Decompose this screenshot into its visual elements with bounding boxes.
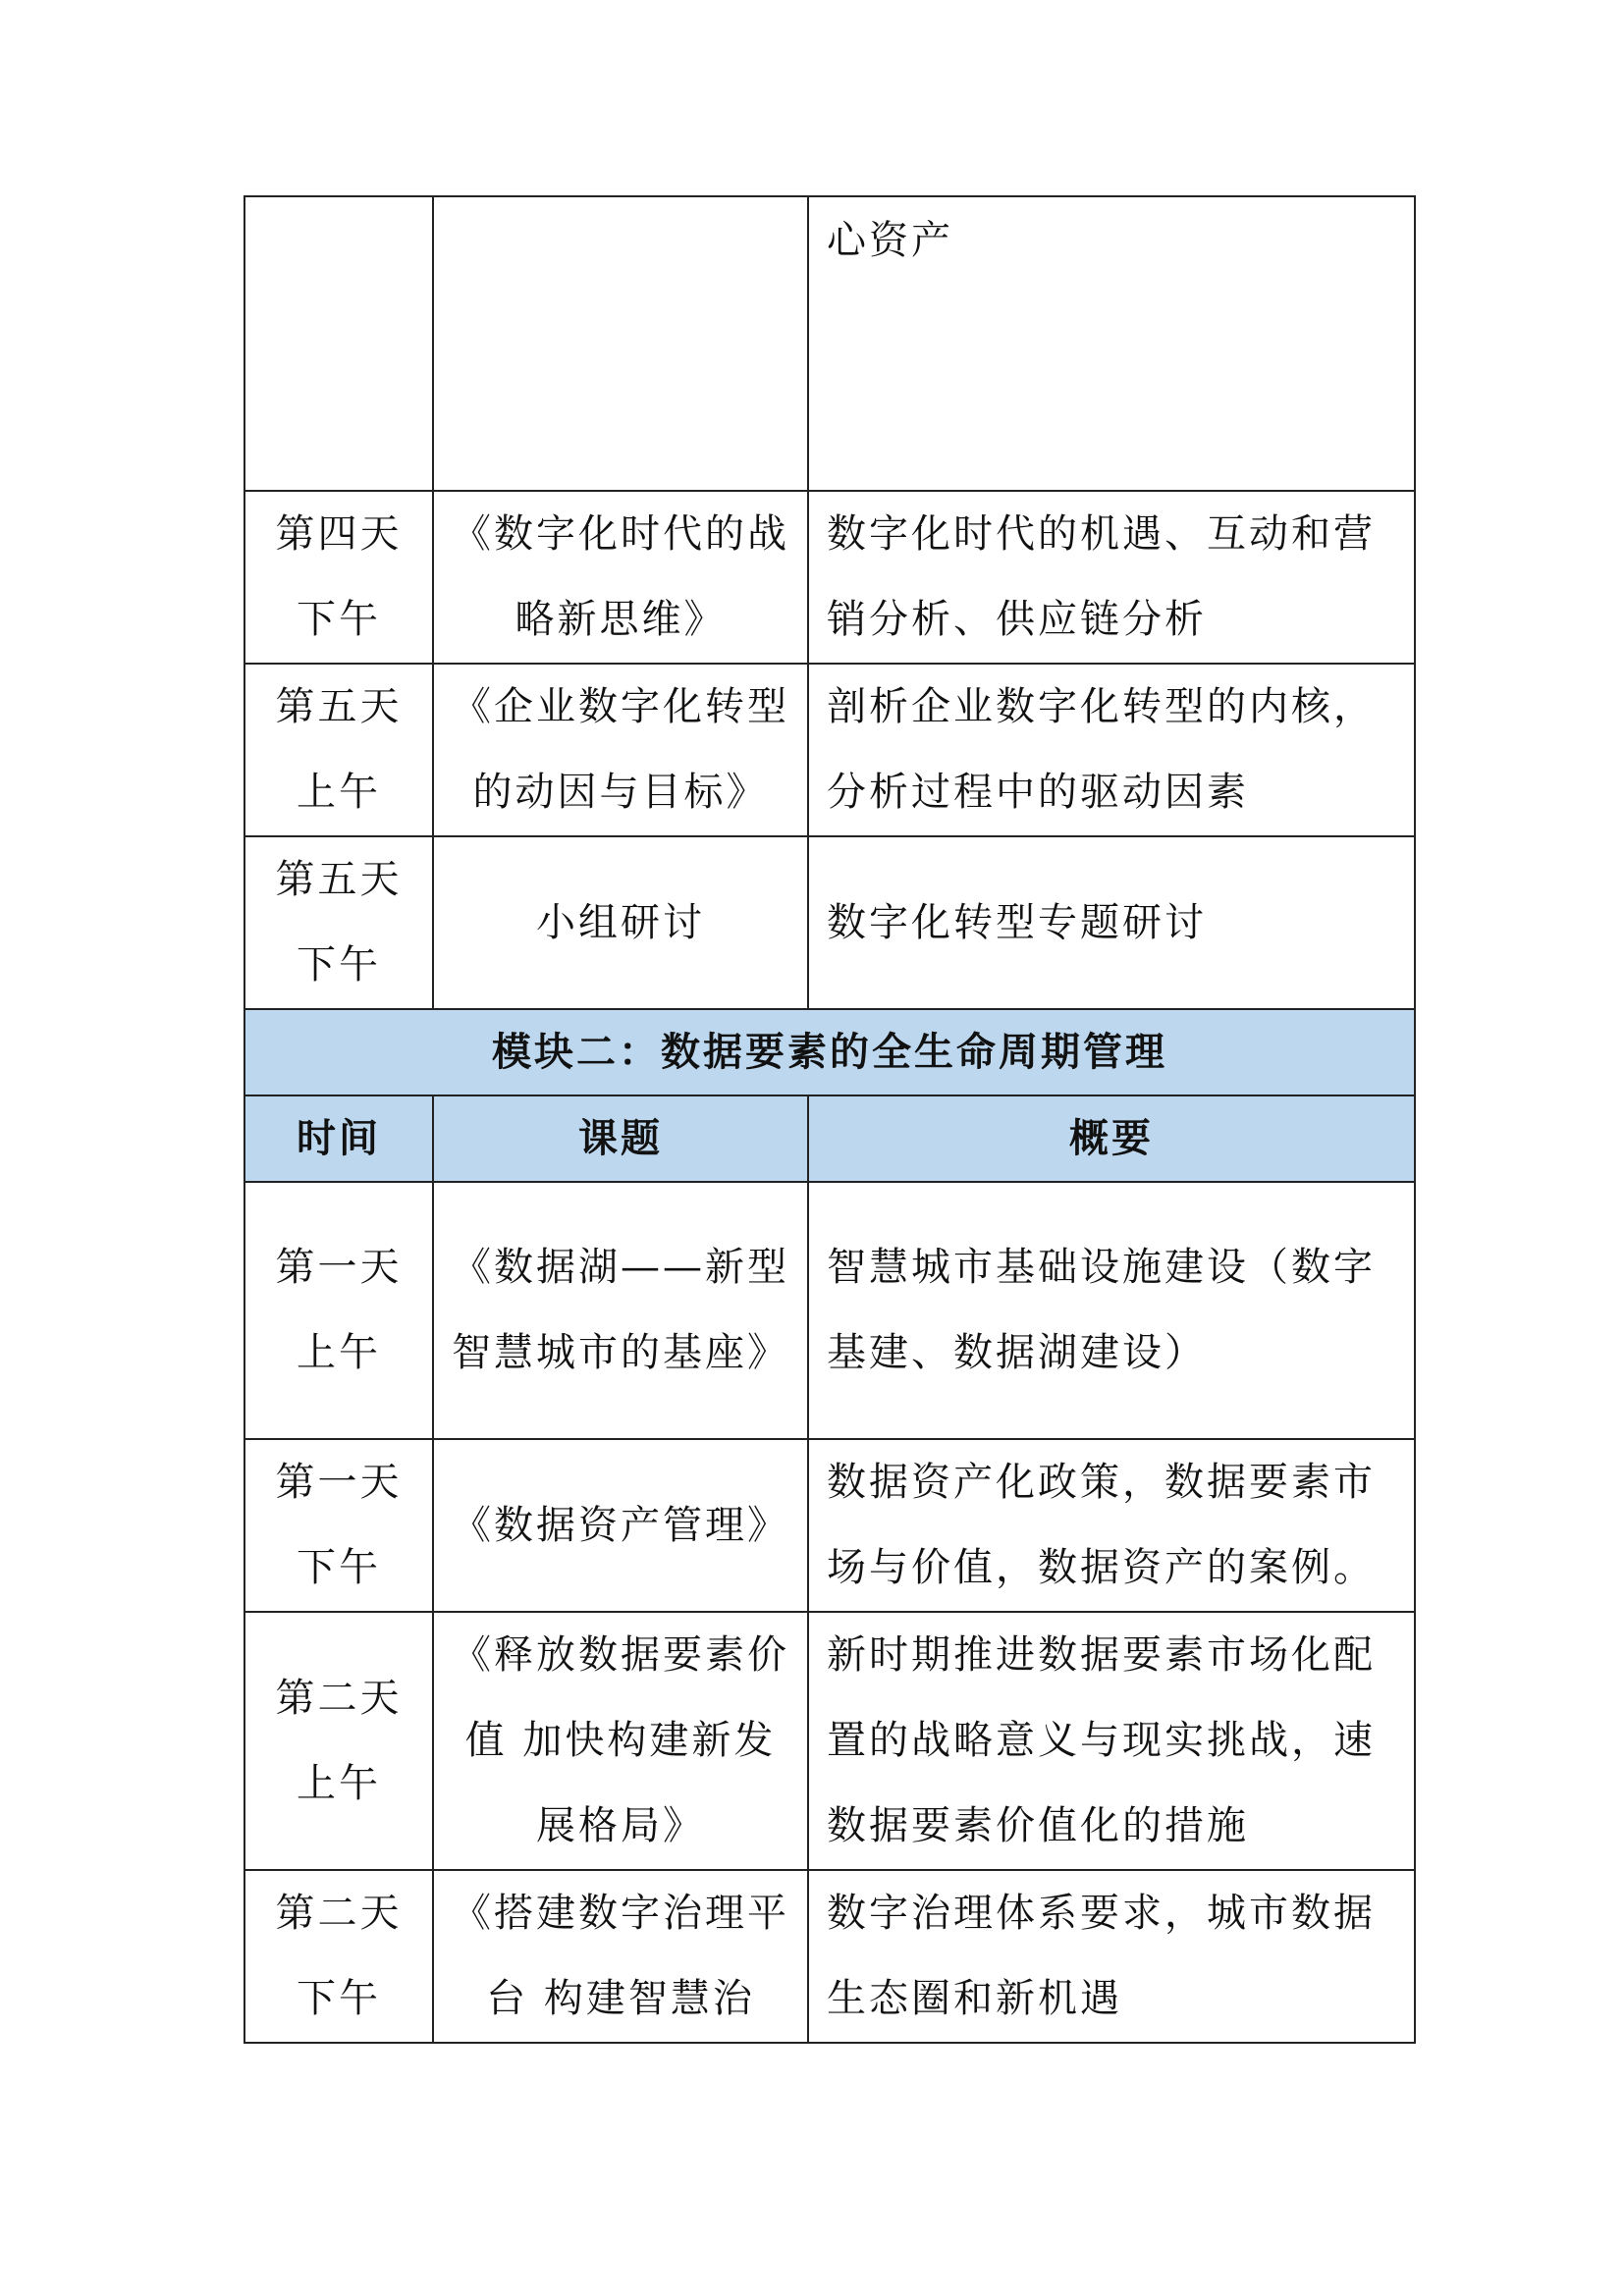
header-summary: 概要 bbox=[808, 1095, 1415, 1182]
table-row bbox=[244, 1870, 1415, 2043]
table-row bbox=[244, 1439, 1415, 1612]
summary-cell: 数字治理体系要求，城市数据生态圈和新机遇 bbox=[808, 1870, 1415, 2043]
summary-cell: 智慧城市基础设施建设（数字基建、数据湖建设） bbox=[808, 1182, 1415, 1439]
table-row bbox=[244, 1182, 1415, 1439]
module-title-row bbox=[244, 1009, 1415, 1095]
module-title: 模块二：数据要素的全生命周期管理 bbox=[244, 1009, 1415, 1095]
header-row bbox=[244, 1095, 1415, 1182]
time-cell: 第一天上午 bbox=[244, 1182, 433, 1439]
topic-cell: 《数据湖——新型智慧城市的基座》 bbox=[433, 1182, 808, 1439]
table-row bbox=[244, 836, 1415, 1009]
table-row bbox=[244, 196, 1415, 491]
topic-cell: 《数据资产管理》 bbox=[433, 1439, 808, 1612]
topic-cell: 《数字化时代的战略新思维》 bbox=[433, 491, 808, 664]
header-time: 时间 bbox=[244, 1095, 433, 1182]
topic-cell: 《企业数字化转型的动因与目标》 bbox=[433, 664, 808, 836]
topic-cell bbox=[433, 196, 808, 491]
time-cell bbox=[244, 196, 433, 491]
summary-cell: 心资产 bbox=[808, 196, 1415, 491]
time-cell: 第五天下午 bbox=[244, 836, 433, 1009]
summary-cell: 数字化时代的机遇、互动和营销分析、供应链分析 bbox=[808, 491, 1415, 664]
topic-cell: 《搭建数字治理平台 构建智慧治 bbox=[433, 1870, 808, 2043]
summary-cell: 数据资产化政策，数据要素市场与价值，数据资产的案例。 bbox=[808, 1439, 1415, 1612]
time-cell: 第四天下午 bbox=[244, 491, 433, 664]
summary-cell: 数字化转型专题研讨 bbox=[808, 836, 1415, 1009]
time-cell: 第一天下午 bbox=[244, 1439, 433, 1612]
table-row bbox=[244, 491, 1415, 664]
table-row bbox=[244, 1612, 1415, 1870]
table-row bbox=[244, 664, 1415, 836]
course-schedule-table bbox=[244, 195, 1416, 2044]
header-topic: 课题 bbox=[433, 1095, 808, 1182]
topic-cell: 小组研讨 bbox=[433, 836, 808, 1009]
time-cell: 第二天下午 bbox=[244, 1870, 433, 2043]
topic-cell: 《释放数据要素价值 加快构建新发展格局》 bbox=[433, 1612, 808, 1870]
summary-cell: 剖析企业数字化转型的内核，分析过程中的驱动因素 bbox=[808, 664, 1415, 836]
time-cell: 第二天上午 bbox=[244, 1612, 433, 1870]
summary-cell: 新时期推进数据要素市场化配置的战略意义与现实挑战，速数据要素价值化的措施 bbox=[808, 1612, 1415, 1870]
time-cell: 第五天上午 bbox=[244, 664, 433, 836]
